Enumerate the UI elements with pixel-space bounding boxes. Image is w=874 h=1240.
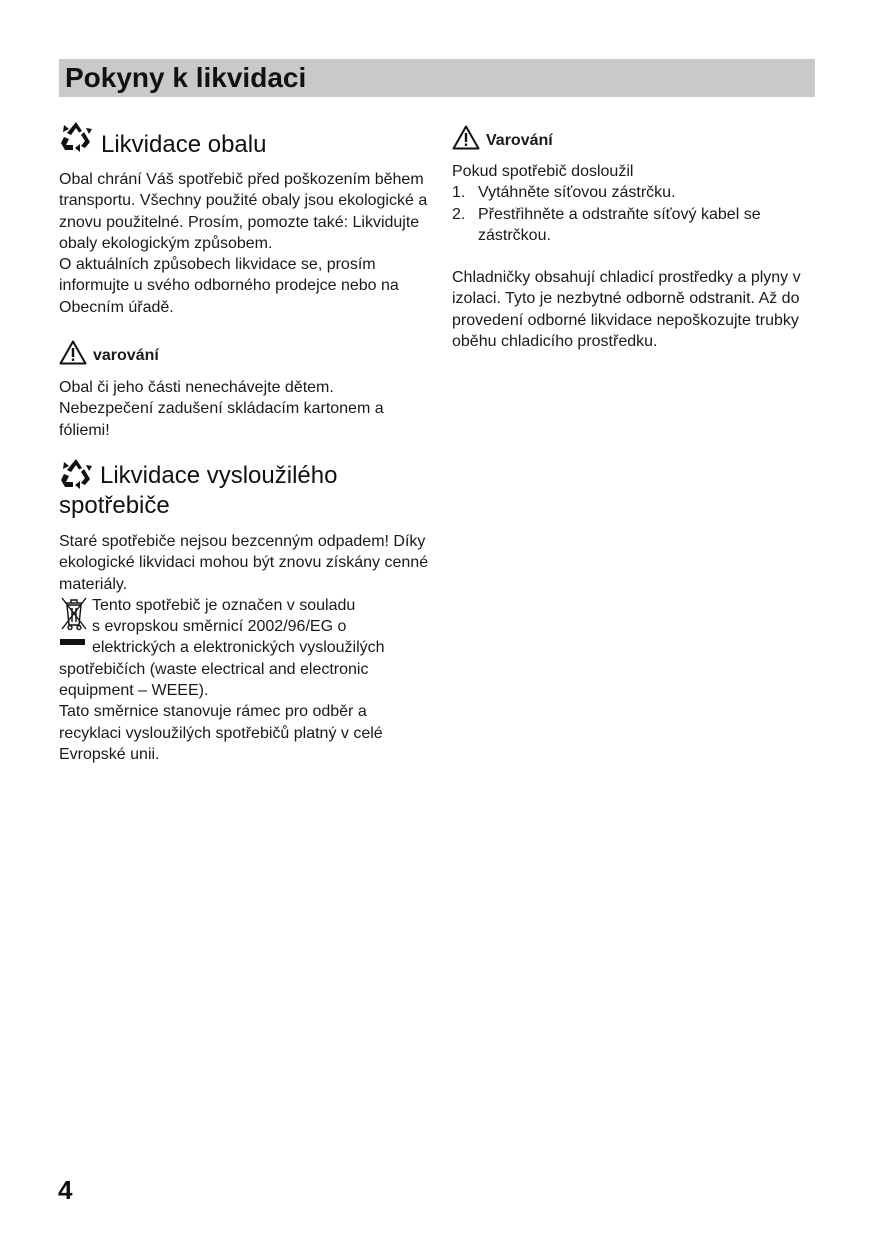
page-number: 4: [58, 1175, 73, 1205]
crossed-bin-icon: [59, 595, 89, 653]
disposal-steps-list: [452, 182, 822, 246]
packaging-warning-heading: [59, 340, 431, 365]
page-title: Pokyny k likvidaci: [65, 62, 307, 93]
recycle-icon: [59, 457, 93, 491]
appliance-heading-text: Likvidace vysloužilého spotřebiče: [59, 461, 338, 519]
page-title-bar: [59, 59, 815, 97]
weee-line-3: elektrických a elektronických vysloužilých: [92, 639, 385, 657]
packaging-paragraph-1: Obal chrání Váš spotřebič před poškozením během transportu. Všechny použité obaly jsou ekologické a znovu použitelné. Prosím, pomozte také: Likvidujte obaly ekologickým způsobem.: [59, 171, 428, 252]
appliance-paragraph-3: Tato směrnice stanovuje rámec pro odběr a recyklaci vysloužilých spotřebičů platný v celé Evropské unii.: [59, 703, 383, 763]
packaging-heading-text: Likvidace obalu: [101, 131, 267, 158]
packaging-warning-text: Obal či jeho části nenechávejte dětem. Nebezpečení zadušení skládacím kartonem a fóliemi!: [59, 379, 384, 439]
warning-icon: [59, 340, 87, 365]
appliance-paragraph-1: Staré spotřebiče nejsou bezcenným odpadem! Díky ekologické likvidaci mohou být znovu získány cenné materiály.: [59, 532, 429, 593]
packaging-heading: [59, 120, 431, 160]
disposal-intro: Pokud spotřebič dosloužil: [452, 163, 634, 180]
list-item: [452, 204, 822, 247]
weee-line-1: Tento spotřebič je označen v souladu: [92, 596, 356, 614]
step-number: 1.: [452, 184, 466, 202]
step-number: 2.: [452, 205, 466, 223]
recycle-icon: [59, 120, 93, 154]
disposal-warning-label: Varování: [486, 132, 553, 149]
packaging-warning-label: varování: [93, 347, 159, 365]
warning-icon: [452, 125, 480, 150]
appliance-heading: [59, 457, 431, 521]
weee-line-2: s evropskou směrnicí 2002/96/EG o: [92, 618, 347, 636]
weee-rest: spotřebičích (waste electrical and electronic equipment – WEEE).: [59, 660, 369, 700]
refrigerant-text: Chladničky obsahují chladicí prostředky a plyny v izolaci. Tyto je nezbytné odborně odstranit. Až do provedení odborné likvidace nepoškozujte trubky oběhu chladicího prostředku.: [452, 269, 801, 351]
weee-block: [59, 595, 431, 701]
step-text: Přestřihněte a odstraňte síťový kabel se zástrčkou.: [478, 205, 761, 244]
disposal-warning-heading: [452, 125, 822, 150]
left-column: [59, 120, 431, 765]
right-column: [452, 120, 822, 352]
packaging-paragraph-2: O aktuálních způsobech likvidace se, prosím informujte u svého odborného prodejce nebo na Obecním úřadě.: [59, 256, 399, 316]
step-text: Vytáhněte síťovou zástrčku.: [478, 184, 676, 202]
list-item: [452, 182, 822, 203]
